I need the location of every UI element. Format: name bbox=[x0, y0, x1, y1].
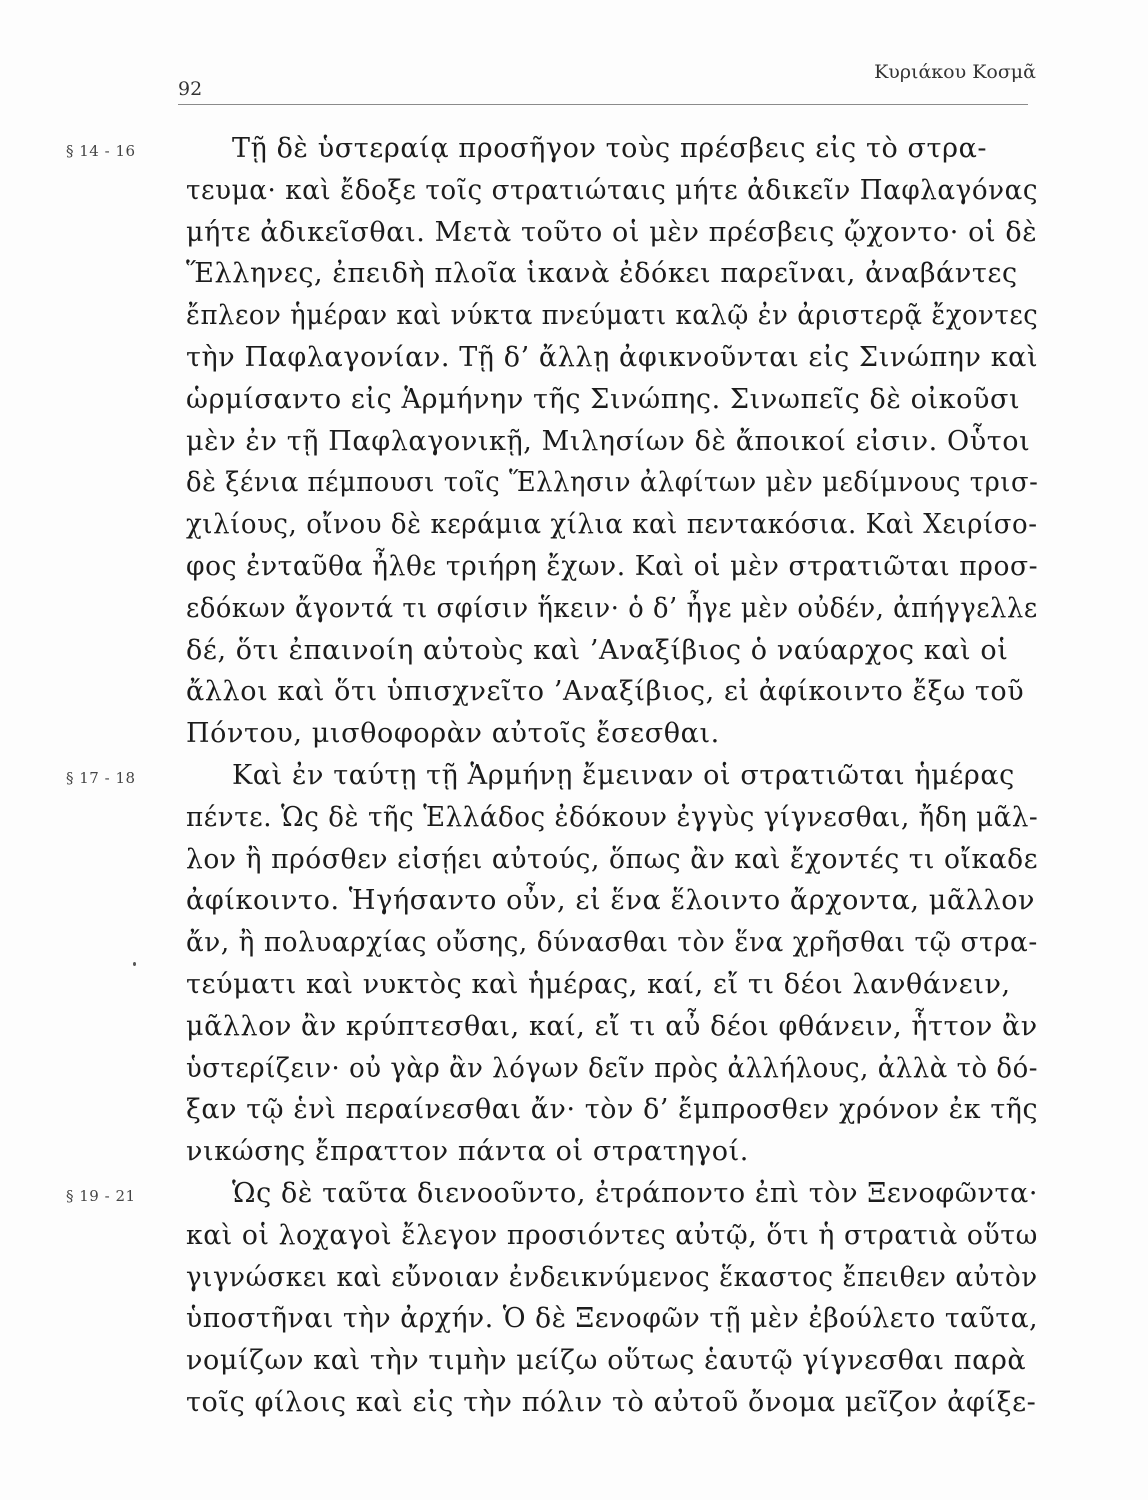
text-line: μᾶλλον ἂν κρύπτεσθαι, καί, εἴ τι αὖ δέοι φθάνειν, ἧττον ἂν bbox=[186, 1010, 1038, 1042]
text-line: Τῇ δὲ ὑστεραίᾳ προσῆγον τοὺς πρέσβεις εἰς τὸ στρα- bbox=[232, 133, 988, 164]
text-line: μήτε ἀδικεῖσθαι. Μετὰ τοῦτο οἱ μὲν πρέσβεις ᾤχοντο· οἱ δὲ bbox=[186, 216, 1038, 248]
text-line: Ὡς δὲ ταῦτα διενοοῦντο, ἐτράποντο ἐπὶ τὸν Ξενοφῶντα· bbox=[232, 1177, 1039, 1209]
page-number: 92 bbox=[178, 78, 203, 100]
paragraph bbox=[66, 1173, 1039, 1424]
paragraph bbox=[66, 128, 1039, 755]
paragraph bbox=[66, 755, 1039, 1173]
text-line: δὲ ξένια πέμπουσι τοῖς Ἕλλησιν ἀλφίτων μὲν μεδίμνους τρισ- bbox=[186, 467, 1039, 499]
text-line: τευμα· καὶ ἔδοξε τοῖς στρατιώταις μήτε ἀδικεῖν Παφλαγόνας bbox=[186, 174, 1039, 206]
text-line: νικώσης ἔπραττον πάντα οἱ στρατηγοί. bbox=[186, 1136, 749, 1168]
text-line: τοῖς φίλοις καὶ εἰς τὴν πόλιν τὸ αὐτοῦ ὄνομα μεῖζον ἀφίξε- bbox=[186, 1386, 1037, 1418]
text-line: μὲν ἐν τῇ Παφλαγονικῇ, Μιλησίων δὲ ἄποικοί εἰσιν. Οὗτοι bbox=[186, 425, 1031, 457]
page-header bbox=[0, 0, 1148, 130]
text-line: Καὶ ἐν ταύτῃ τῇ Ἁρμήνῃ ἔμειναν οἱ στρατιῶται ἡμέρας bbox=[232, 759, 1015, 791]
text-line: τὴν Παφλαγονίαν. Τῇ δ’ ἄλλῃ ἀφικνοῦνται εἰς Σινώπην καὶ bbox=[186, 341, 1039, 373]
text-line: ἄλλοι καὶ ὅτι ὑπισχνεῖτο ’Αναξίβιος, εἰ ἀφίκοιντο ἔξω τοῦ bbox=[186, 676, 1025, 708]
stray-ink-mark bbox=[133, 962, 136, 966]
text-line: εδόκων ἄγοντά τι σφίσιν ἥκειν· ὁ δ’ ἦγε μὲν οὐδέν, ἀπήγγελλε bbox=[186, 592, 1038, 624]
text-line: λον ἢ πρόσθεν εἰσῄει αὐτούς, ὅπως ἂν καὶ ἔχοντές τι οἴκαδε bbox=[186, 843, 1039, 875]
text-line: ὑστερίζειν· οὐ γὰρ ἂν λόγων δεῖν πρὸς ἀλλήλους, ἀλλὰ τὸ δό- bbox=[186, 1052, 1039, 1084]
body-text bbox=[66, 128, 1039, 1424]
text-line: γιγνώσκει καὶ εὔνοιαν ἐνδεικνύμενος ἕκαστος ἔπειθεν αὐτὸν bbox=[186, 1261, 1038, 1293]
text-line: δέ, ὅτι ἐπαινοίη αὐτοὺς καὶ ’Αναξίβιος ὁ ναύαρχος καὶ οἱ bbox=[186, 634, 1009, 666]
running-title: Κυριάκου Κοσμᾶ bbox=[874, 61, 1036, 83]
text-line: νομίζων καὶ τὴν τιμὴν μείζω οὕτως ἑαυτῷ γίγνεσθαι παρὰ bbox=[186, 1345, 1027, 1377]
text-line: Ἕλληνες, ἐπειδὴ πλοῖα ἱκανὰ ἐδόκει παρεῖναι, ἀναβάντες bbox=[186, 258, 1018, 290]
text-line: χιλίους, οἴνου δὲ κεράμια χίλια καὶ πεντακόσια. Καὶ Χειρίσο- bbox=[186, 509, 1038, 541]
text-line: ἀφίκοιντο. Ἡγήσαντο οὖν, εἰ ἕνα ἕλοιντο ἄρχοντα, μᾶλλον bbox=[186, 885, 1036, 917]
text-line: ἔπλεον ἡμέραν καὶ νύκτα πνεύματι καλῷ ἐν ἀριστερᾷ ἔχοντες bbox=[186, 300, 1039, 332]
text-line: Πόντου, μισθοφορὰν αὐτοῖς ἔσεσθαι. bbox=[186, 718, 720, 750]
text-line: καὶ οἱ λοχαγοὶ ἔλεγον προσιόντες αὐτῷ, ὅτι ἡ στρατιὰ οὕτω bbox=[186, 1219, 1038, 1251]
section-marker: § 19 - 21 bbox=[66, 1186, 136, 1205]
text-line: φος ἐνταῦθα ἦλθε τριήρη ἔχων. Καὶ οἱ μὲν στρατιῶται προσ- bbox=[186, 550, 1039, 582]
text-line: ἄν, ἢ πολυαρχίας οὔσης, δύνασθαι τὸν ἕνα χρῆσθαι τῷ στρα- bbox=[186, 927, 1038, 959]
header-rule bbox=[178, 104, 1028, 105]
text-line: ξαν τῷ ἑνὶ περαίνεσθαι ἄν· τὸν δ’ ἔμπροσθεν χρόνον ἐκ τῆς bbox=[186, 1094, 1039, 1126]
text-line: ὑποστῆναι τὴν ἀρχήν. Ὁ δὲ Ξενοφῶν τῇ μὲν ἐβούλετο ταῦτα, bbox=[186, 1303, 1039, 1335]
section-marker: § 14 - 16 bbox=[66, 142, 136, 160]
text-line: τεύματι καὶ νυκτὸς καὶ ἡμέρας, καί, εἴ τι δέοι λανθάνειν, bbox=[186, 968, 1011, 1000]
section-marker: § 17 - 18 bbox=[66, 768, 136, 787]
text-line: ὡρμίσαντο εἰς Ἁρμήνην τῆς Σινώπης. Σινωπεῖς δὲ οἰκοῦσι bbox=[186, 383, 1021, 415]
text-line: πέντε. Ὡς δὲ τῆς Ἑλλάδος ἐδόκουν ἐγγὺς γίγνεσθαι, ἤδη μᾶλ- bbox=[186, 801, 1039, 833]
